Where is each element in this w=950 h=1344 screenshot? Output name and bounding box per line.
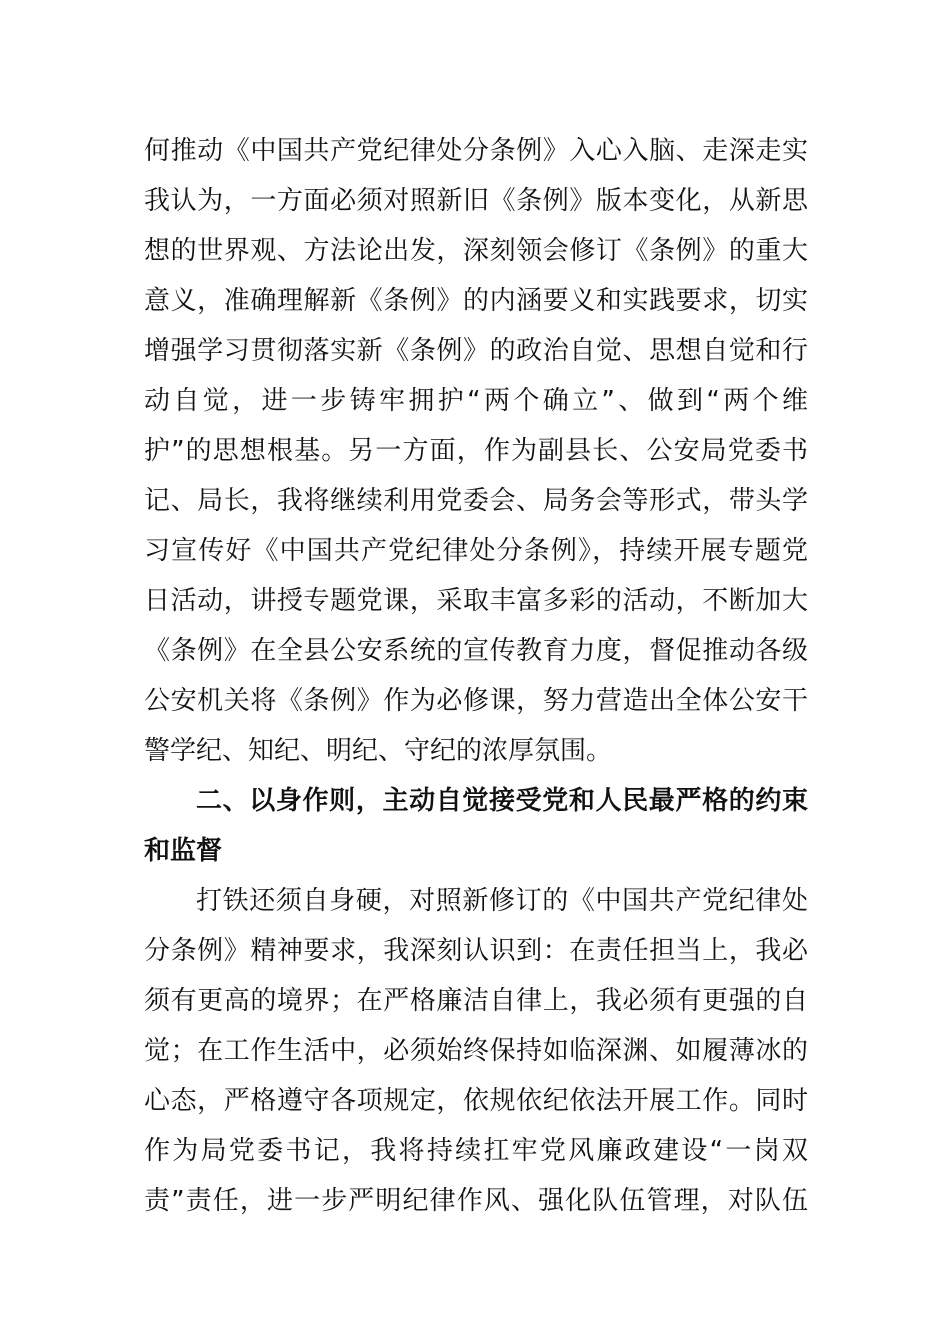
heading-line: 和监督: [144, 836, 223, 866]
paragraph-1: [144, 126, 808, 776]
paragraph-line: 护”的思想根基。另一方面，作为副县长、公安局党委书: [144, 436, 808, 466]
paragraph-line: 意义，准确理解新《条例》的内涵要义和实践要求，切实: [144, 286, 808, 316]
paragraph-line: 想的世界观、方法论出发，深刻领会修订《条例》的重大: [144, 236, 808, 266]
paragraph-line: 增强学习贯彻落实新《条例》的政治自觉、思想自觉和行: [144, 336, 808, 366]
paragraph-line: 打铁还须自身硬，对照新修订的《中国共产党纪律处: [196, 886, 808, 916]
paragraph-line: 须有更高的境界；在严格廉洁自律上，我必须有更强的自: [144, 986, 808, 1016]
paragraph-line: 责”责任，进一步严明纪律作风、强化队伍管理，对队伍: [144, 1186, 808, 1216]
paragraph-line: 何推动《中国共产党纪律处分条例》入心入脑、走深走实: [144, 136, 808, 166]
paragraph-line: 《条例》在全县公安系统的宣传教育力度，督促推动各级: [144, 636, 808, 666]
paragraph-line: 分条例》精神要求，我深刻认识到：在责任担当上，我必: [144, 936, 808, 966]
paragraph-line: 心态，严格遵守各项规定，依规依纪依法开展工作。同时: [144, 1086, 808, 1116]
paragraph-line: 记、局长，我将继续利用党委会、局务会等形式，带头学: [144, 486, 808, 516]
paragraph-line: 作为局党委书记，我将持续扛牢党风廉政建设“一岗双: [144, 1136, 808, 1166]
paragraph-line: 日活动，讲授专题党课，采取丰富多彩的活动，不断加大: [144, 586, 808, 616]
paragraph-line: 公安机关将《条例》作为必修课，努力营造出全体公安干: [144, 686, 808, 716]
section-heading-2: [144, 776, 808, 876]
document-body: [144, 126, 808, 1226]
paragraph-2: [144, 876, 808, 1226]
paragraph-line: 习宣传好《中国共产党纪律处分条例》，持续开展专题党: [144, 536, 808, 566]
paragraph-line: 觉；在工作生活中，必须始终保持如临深渊、如履薄冰的: [144, 1036, 808, 1066]
heading-line: 二、以身作则，主动自觉接受党和人民最严格的约束: [196, 786, 808, 816]
paragraph-line: 我认为，一方面必须对照新旧《条例》版本变化，从新思: [144, 186, 808, 216]
paragraph-line: 动自觉，进一步铸牢拥护“两个确立”、做到“两个维: [144, 386, 808, 416]
paragraph-line: 警学纪、知纪、明纪、守纪的浓厚氛围。: [144, 736, 613, 766]
